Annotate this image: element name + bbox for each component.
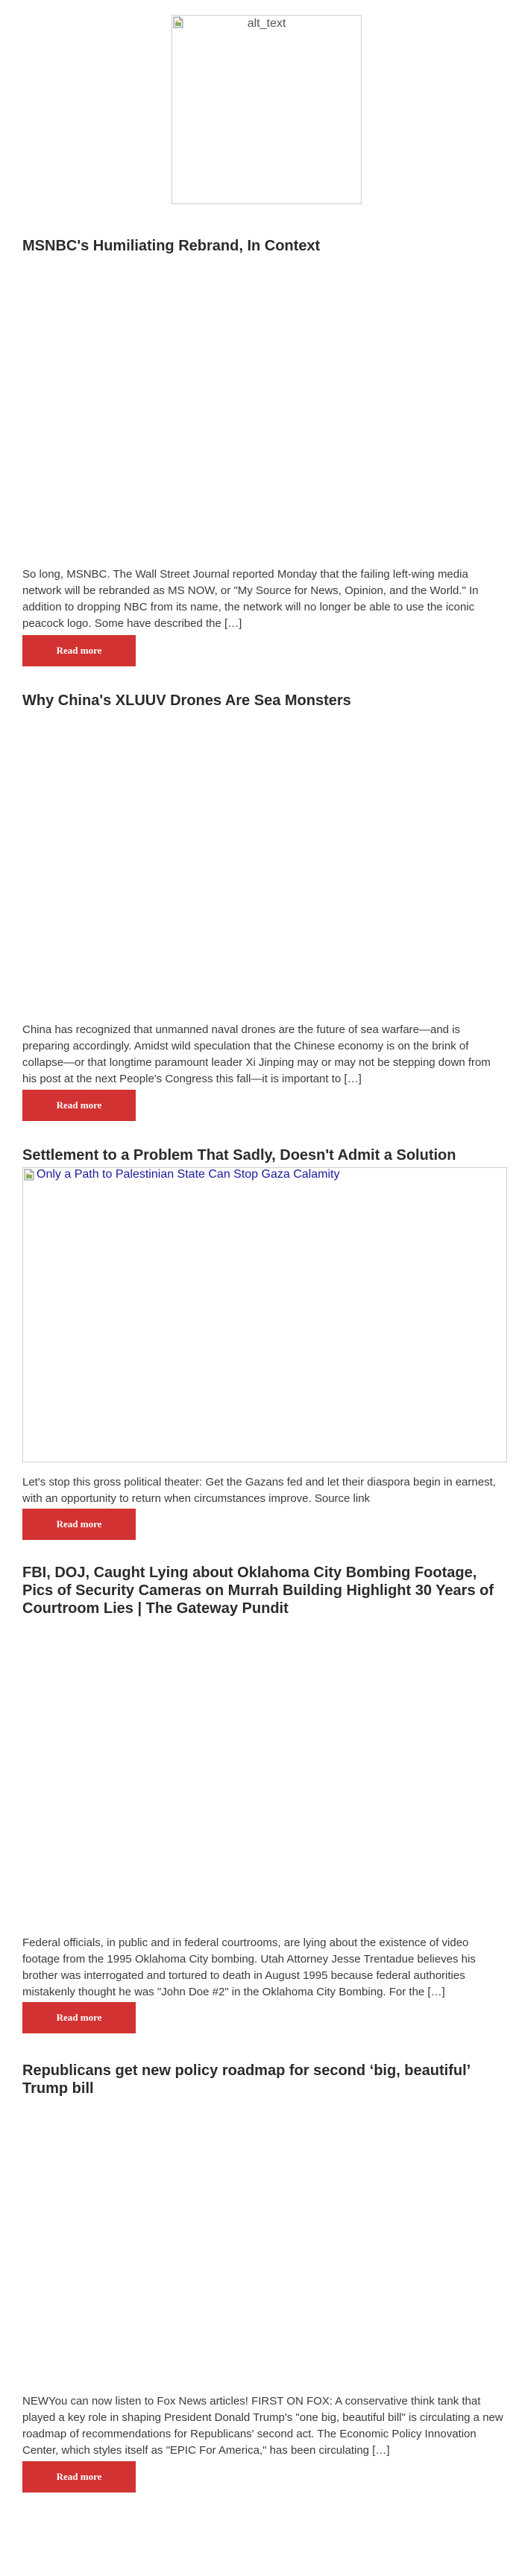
article-title[interactable]: Republicans get new policy roadmap for second ‘big, beautiful’ Trump bill — [22, 2062, 471, 2097]
article-excerpt: NEWYou can now listen to Fox News articles! FIRST ON FOX: A conservative think tank that played a key role in shaping President Donald Trump's "one big, beautiful bill" is circulating a new roadmap of recommendations for Republicans' second act. The Economic Policy Innovation Center, which styles itself as "EPIC For America," has been circulating […] — [22, 2395, 503, 2457]
read-more-button[interactable]: Read more — [22, 2461, 136, 2493]
read-more-button[interactable]: Read more — [22, 1509, 136, 1540]
broken-image-icon — [24, 1169, 34, 1181]
article-excerpt: Federal officials, in public and in federal courtrooms, are lying about the existence of video footage from the 1995 Oklahoma City bombing. Utah Attorney Jesse Trentadue believes his brother was interrogated and tortured to death in August 1995 because federal authorities mistakenly thought he was "John Doe #2" in the Oklahoma City Bombing. For the […] — [22, 1936, 476, 1998]
article-title[interactable]: Why China's XLUUV Drones Are Sea Monsters — [22, 692, 351, 709]
article-card — [22, 1146, 507, 1564]
read-more-button[interactable]: Read more — [22, 635, 136, 666]
article-excerpt: China has recognized that unmanned naval drones are the future of sea warfare—and is preparing accordingly. Amidst wild speculation that the Chinese economy is on the brink of collapse—or that longtime paramount leader Xi Jinping may or may not be stepping down from his post at the next People's Congress this fall—it is important to […] — [22, 1023, 491, 1085]
article-title[interactable]: MSNBC's Humiliating Rebrand, In Context — [22, 238, 321, 254]
article-title[interactable]: Settlement to a Problem That Sadly, Doesn't Admit a Solution — [22, 1147, 456, 1164]
article-card — [22, 237, 507, 654]
read-more-button[interactable]: Read more — [22, 2002, 136, 2033]
site-logo[interactable] — [172, 15, 362, 204]
article-excerpt: So long, MSNBC. The Wall Street Journal reported Monday that the failing left-wing media network will be rebranded as MS NOW, or "My Source for News, Opinion, and the World." In addition to dropping NBC from its name, the network will no longer be able to use the iconic peacock logo. Some have described the […] — [22, 568, 479, 630]
article-media — [22, 1631, 507, 1914]
article-card — [22, 692, 507, 1109]
article-image[interactable] — [22, 1167, 507, 1462]
article-excerpt: Let's stop this gross political theater: Get the Gazans fed and let their diaspora begin in earnest, with an opportunity to return when circumstances improve. Source link — [22, 1476, 496, 1505]
read-more-button[interactable]: Read more — [22, 1090, 136, 1121]
article-media — [22, 726, 507, 1009]
article-card — [22, 1564, 507, 2026]
logo-alt-text: alt_text — [247, 17, 286, 30]
article-image-alt: Only a Path to Palestinian State Can Stop Gaza Calamity — [37, 1168, 340, 1181]
article-title[interactable]: FBI, DOJ, Caught Lying about Oklahoma City Bombing Footage, Pics of Security Cameras on Murrah Building Highlight 30 Years of Courtroom Lies | The Gateway Pundit — [22, 1565, 494, 1617]
article-card — [22, 2062, 507, 2509]
article-media — [22, 2096, 507, 2379]
article-media — [22, 271, 507, 555]
